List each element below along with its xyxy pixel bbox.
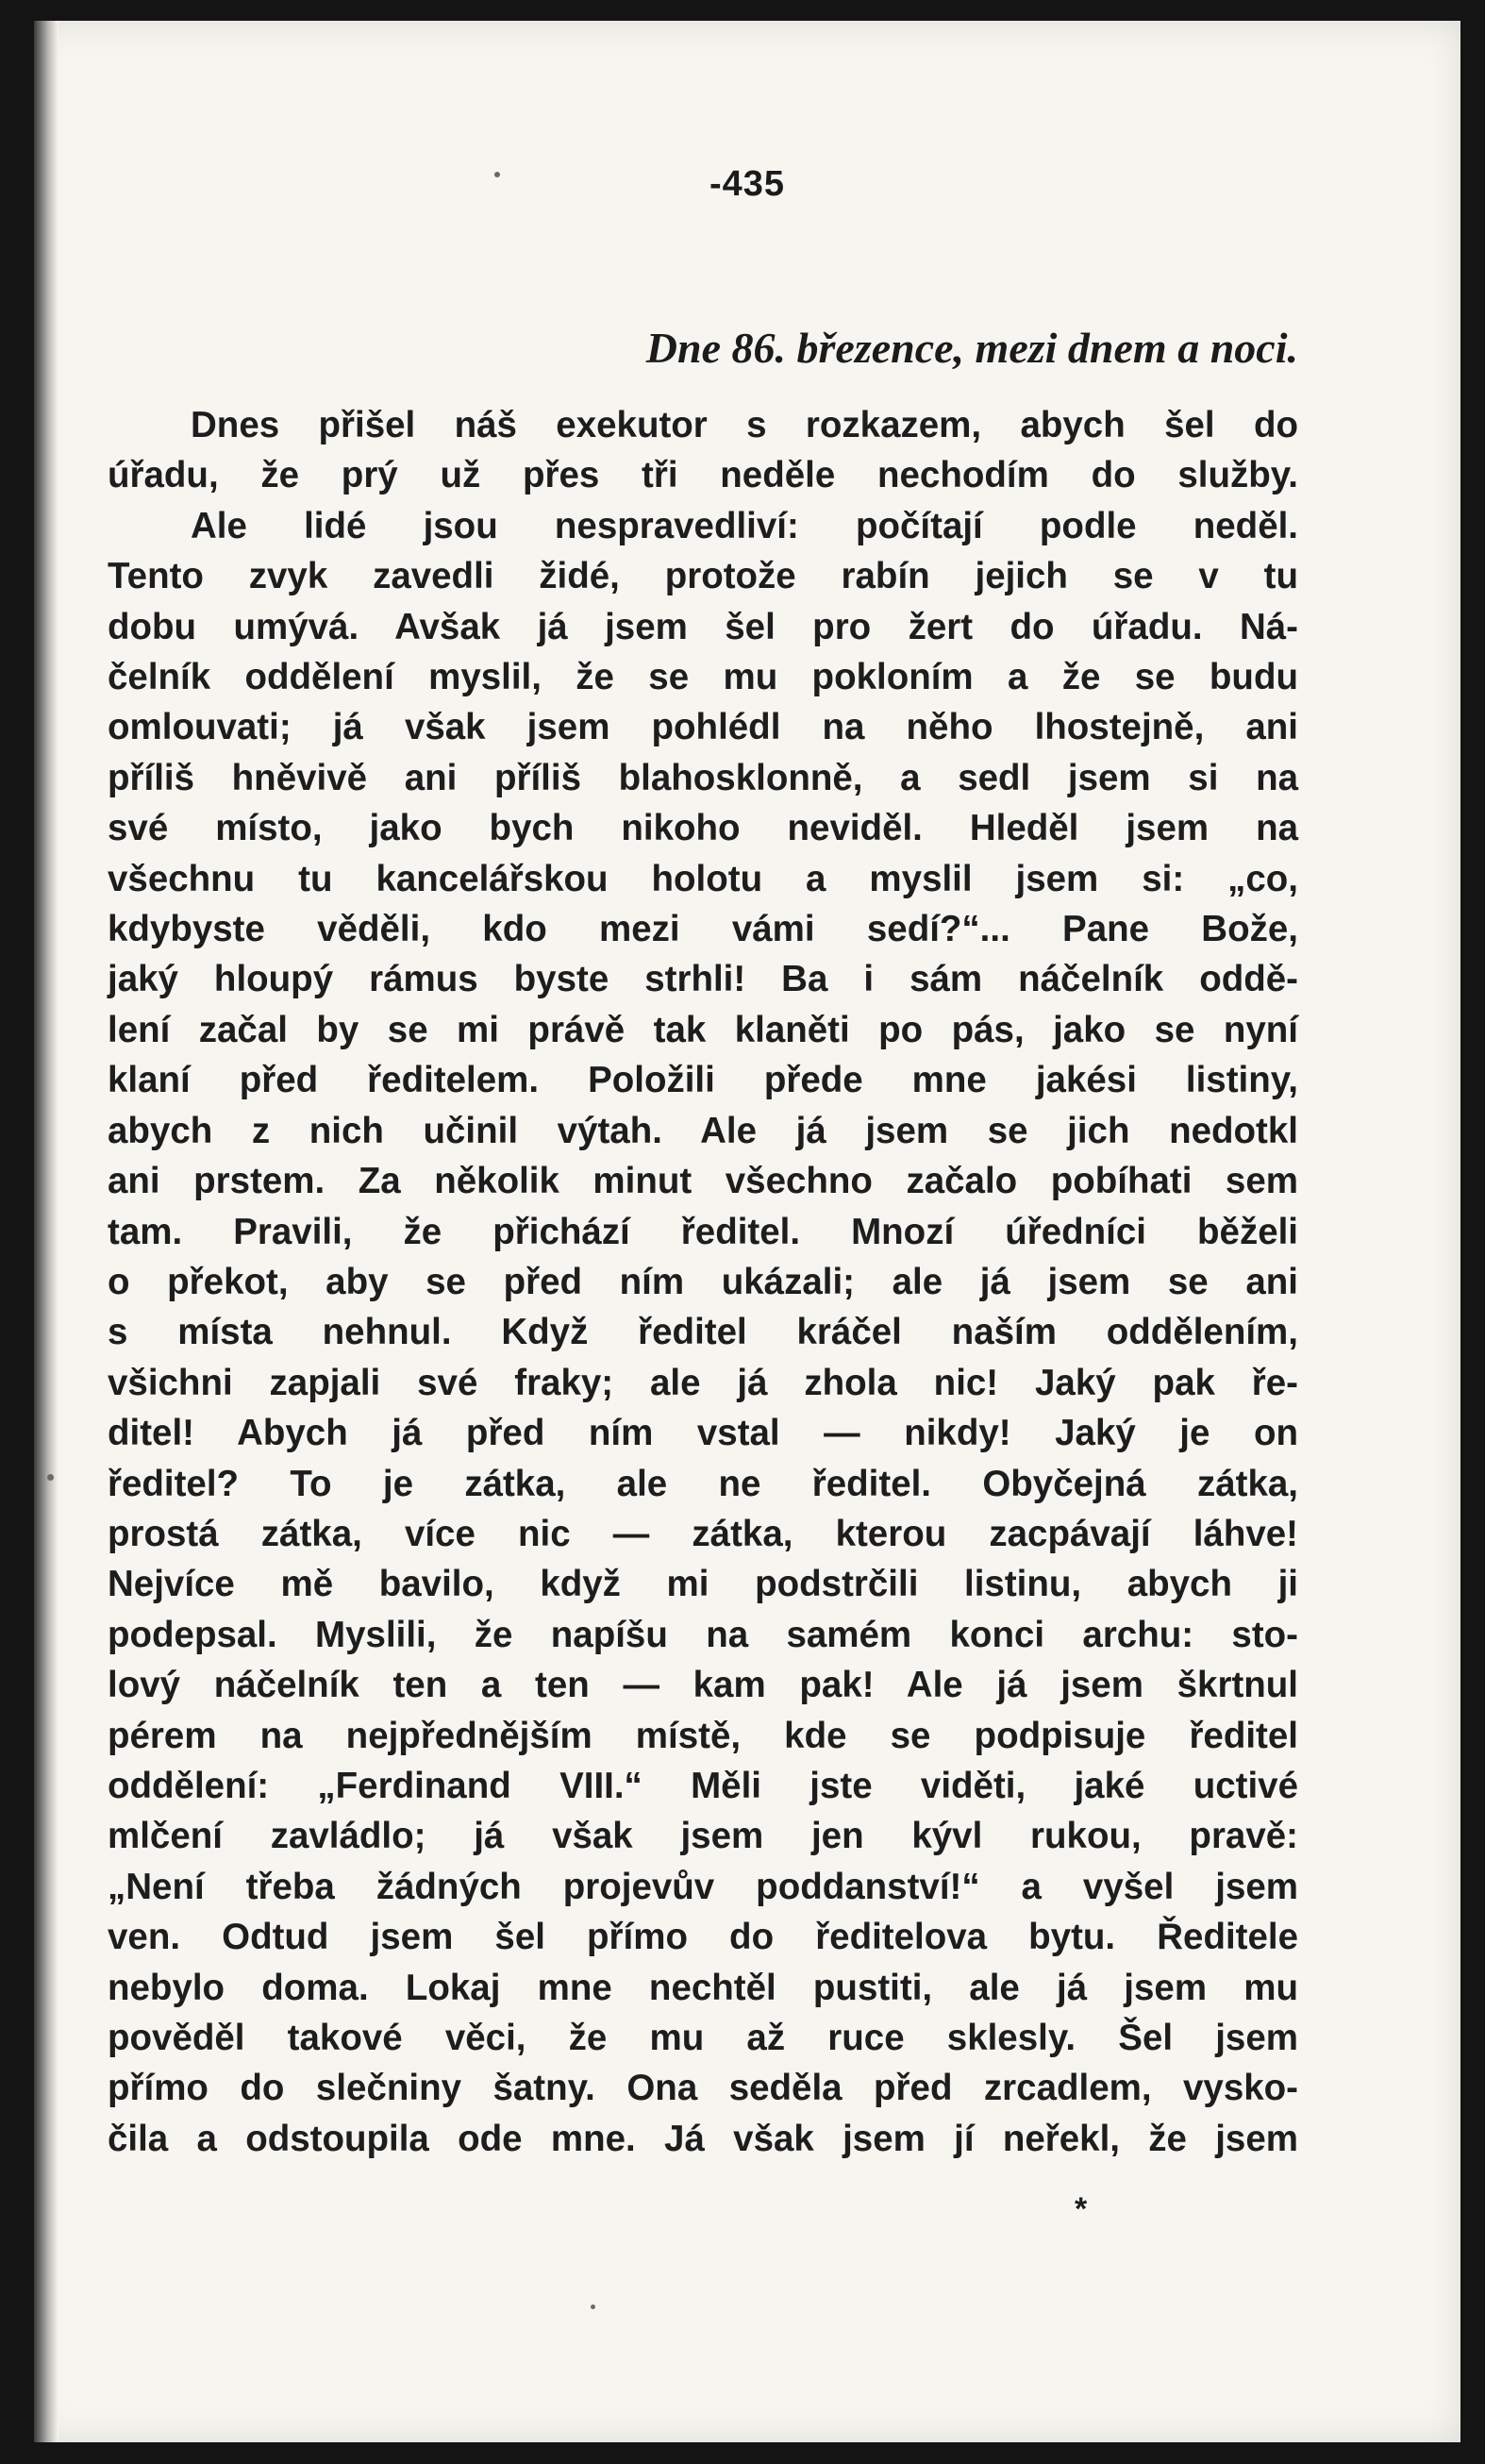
footnote-mark: *	[1075, 2191, 1088, 2227]
print-speck	[494, 172, 500, 177]
diary-entry-heading: Dne 86. březence, mezi dnem a noci.	[645, 324, 1298, 372]
text-line: tam. Pravili, že přichází ředitel. Mnozí úředníci běželi	[108, 1211, 1298, 1252]
text-line: nebylo doma. Lokaj mne nechtěl pustiti, ale já jsem mu	[108, 1967, 1298, 2008]
text-line: prostá zátka, více nic — zátka, kterou zacpávají láhve!	[108, 1513, 1298, 1554]
text-line: s místa nehnul. Když ředitel kráčel naším oddělením,	[108, 1312, 1298, 1353]
text-line: všichni zapjali své fraky; ale já zhola nic! Jaký pak ře-	[108, 1362, 1298, 1403]
page-gutter-shadow	[34, 21, 58, 2442]
text-line: oddělení: „Ferdinand VIII.“ Měli jste viděti, jaké uctivé	[108, 1765, 1298, 1806]
page-number: -435	[709, 164, 786, 204]
body-text	[108, 400, 1298, 2164]
text-line: podepsal. Myslili, že napíšu na samém konci archu: sto-	[108, 1614, 1298, 1655]
text-line: příliš hněvivě ani příliš blahosklonně, a sedl jsem si na	[108, 757, 1298, 798]
text-line: dobu umývá. Avšak já jsem šel pro žert do úřadu. Ná-	[108, 606, 1298, 647]
text-line: všechnu tu kancelářskou holotu a myslil jsem si: „co,	[108, 858, 1298, 899]
text-line: ven. Odtud jsem šel přímo do ředitelova bytu. Ředitele	[108, 1917, 1298, 1958]
text-line: omlouvati; já však jsem pohlédl na něho lhostejně, ani	[108, 707, 1298, 748]
text-line: kdybyste věděli, kdo mezi vámi sedí?“... Pane Bože,	[108, 909, 1298, 950]
text-line: Tento zvyk zavedli židé, protože rabín jejich se v tu	[108, 556, 1298, 597]
text-line: úřadu, že prý už přes tři neděle nechodím do služby.	[108, 455, 1298, 496]
text-line: o překot, aby se před ním ukázali; ale já jsem se ani	[108, 1261, 1298, 1302]
text-line: Nejvíce mě bavilo, když mi podstrčili listinu, abych ji	[108, 1564, 1298, 1605]
text-line: čelník oddělení myslil, že se mu pokloním a že se budu	[108, 657, 1298, 698]
text-line: lový náčelník ten a ten — kam pak! Ale já jsem škrtnul	[108, 1665, 1298, 1706]
text-line: své místo, jako bych nikoho neviděl. Hleděl jsem na	[108, 808, 1298, 849]
text-line: pověděl takové věci, že mu až ruce sklesly. Šel jsem	[108, 2018, 1298, 2058]
text-line: „Není třeba žádných projevův poddanství!“ a vyšel jsem	[108, 1866, 1298, 1907]
text-line: klaní před ředitelem. Položili přede mne jakési listiny,	[108, 1060, 1298, 1101]
text-line: ředitel? To je zátka, ale ne ředitel. Obyčejná zátka,	[108, 1463, 1298, 1504]
text-line: přímo do slečniny šatny. Ona seděla před zrcadlem, vysko-	[108, 2068, 1298, 2109]
text-line: abych z nich učinil výtah. Ale já jsem se jich nedotkl	[108, 1110, 1298, 1151]
print-speck	[47, 1474, 54, 1481]
print-speck	[591, 2305, 595, 2309]
text-line: mlčení zavládlo; já však jsem jen kývl rukou, pravě:	[108, 1816, 1298, 1857]
text-line: ditel! Abych já před ním vstal — nikdy! Jaký je on	[108, 1413, 1298, 1454]
text-line: lení začal by se mi právě tak klaněti po pás, jako se nyní	[108, 1009, 1298, 1050]
text-line: jaký hloupý rámus byste strhli! Ba i sám náčelník oddě-	[108, 959, 1298, 1000]
text-line: pérem na nejpřednějším místě, kde se podpisuje ředitel	[108, 1715, 1298, 1756]
text-line: Ale lidé jsou nespravedliví: počítají podle neděl.	[191, 505, 1298, 546]
text-line: čila a odstoupila ode mne. Já však jsem jí neřekl, že jsem	[108, 2118, 1298, 2159]
text-line: Dnes přišel náš exekutor s rozkazem, abych šel do	[191, 405, 1298, 445]
book-page	[34, 21, 1460, 2442]
text-line: ani prstem. Za několik minut všechno začalo pobíhati sem	[108, 1161, 1298, 1202]
